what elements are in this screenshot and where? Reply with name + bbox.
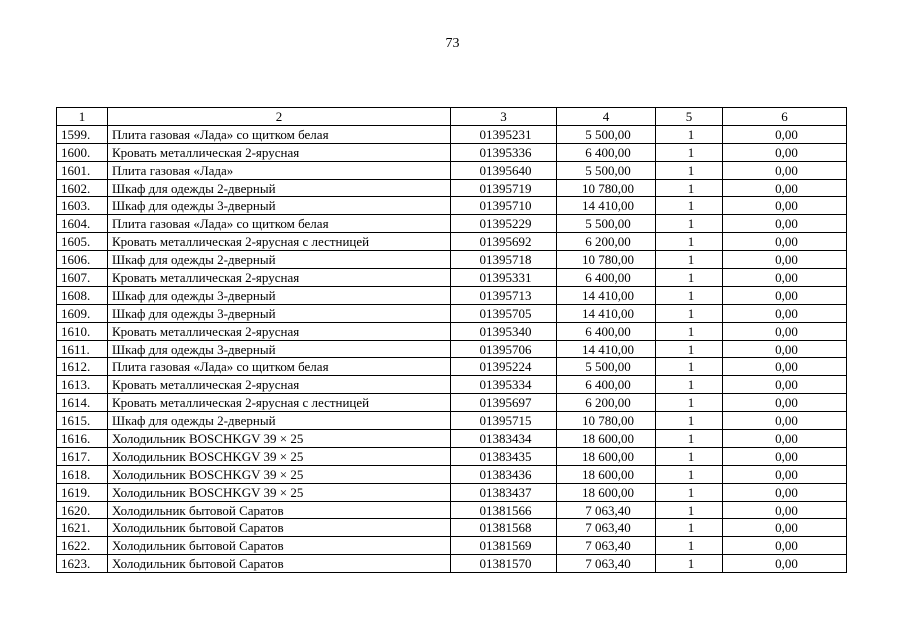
- inventory-code-cell: 01395640: [451, 161, 557, 179]
- inventory-code-cell: 01395719: [451, 179, 557, 197]
- table-row: [57, 430, 847, 448]
- residual-value-cell: 0,00: [723, 233, 847, 251]
- price-cell: 5 500,00: [557, 215, 656, 233]
- inventory-table: [56, 107, 847, 573]
- table-row: [57, 412, 847, 430]
- row-number-cell: 1607.: [57, 269, 108, 287]
- price-cell: 14 410,00: [557, 197, 656, 215]
- row-number-cell: 1617.: [57, 447, 108, 465]
- quantity-cell: 1: [656, 394, 723, 412]
- residual-value-cell: 0,00: [723, 376, 847, 394]
- row-number-cell: 1610.: [57, 322, 108, 340]
- item-name-cell: Шкаф для одежды 2-дверный: [108, 412, 451, 430]
- residual-value-cell: 0,00: [723, 197, 847, 215]
- column-header-price: 4: [557, 108, 656, 126]
- item-name-cell: Кровать металлическая 2-ярусная с лестницей: [108, 394, 451, 412]
- quantity-cell: 1: [656, 555, 723, 573]
- price-cell: 6 200,00: [557, 233, 656, 251]
- quantity-cell: 1: [656, 519, 723, 537]
- item-name-cell: Плита газовая «Лада» со щитком белая: [108, 215, 451, 233]
- table-row: [57, 304, 847, 322]
- quantity-cell: 1: [656, 251, 723, 269]
- residual-value-cell: 0,00: [723, 340, 847, 358]
- price-cell: 10 780,00: [557, 251, 656, 269]
- quantity-cell: 1: [656, 376, 723, 394]
- residual-value-cell: 0,00: [723, 358, 847, 376]
- price-cell: 7 063,40: [557, 537, 656, 555]
- row-number-cell: 1620.: [57, 501, 108, 519]
- price-cell: 18 600,00: [557, 465, 656, 483]
- residual-value-cell: 0,00: [723, 322, 847, 340]
- inventory-code-cell: 01395718: [451, 251, 557, 269]
- item-name-cell: Кровать металлическая 2-ярусная: [108, 269, 451, 287]
- item-name-cell: Холодильник бытовой Саратов: [108, 537, 451, 555]
- residual-value-cell: 0,00: [723, 269, 847, 287]
- table-row: [57, 340, 847, 358]
- residual-value-cell: 0,00: [723, 501, 847, 519]
- quantity-cell: 1: [656, 286, 723, 304]
- residual-value-cell: 0,00: [723, 519, 847, 537]
- quantity-cell: 1: [656, 412, 723, 430]
- price-cell: 14 410,00: [557, 304, 656, 322]
- item-name-cell: Холодильник BOSCHKGV 39 × 25: [108, 447, 451, 465]
- inventory-code-cell: 01395710: [451, 197, 557, 215]
- row-number-cell: 1618.: [57, 465, 108, 483]
- row-number-cell: 1606.: [57, 251, 108, 269]
- table-row: [57, 519, 847, 537]
- table-header: [57, 108, 847, 126]
- row-number-cell: 1609.: [57, 304, 108, 322]
- quantity-cell: 1: [656, 233, 723, 251]
- price-cell: 7 063,40: [557, 519, 656, 537]
- price-cell: 14 410,00: [557, 340, 656, 358]
- item-name-cell: Кровать металлическая 2-ярусная с лестницей: [108, 233, 451, 251]
- table-body: [57, 125, 847, 572]
- table-row: [57, 322, 847, 340]
- price-cell: 18 600,00: [557, 447, 656, 465]
- residual-value-cell: 0,00: [723, 447, 847, 465]
- table-row: [57, 376, 847, 394]
- price-cell: 6 200,00: [557, 394, 656, 412]
- row-number-cell: 1622.: [57, 537, 108, 555]
- table-row: [57, 125, 847, 143]
- table-row: [57, 501, 847, 519]
- inventory-code-cell: 01395706: [451, 340, 557, 358]
- column-header-name: 2: [108, 108, 451, 126]
- inventory-code-cell: 01383437: [451, 483, 557, 501]
- table-row: [57, 197, 847, 215]
- item-name-cell: Шкаф для одежды 3-дверный: [108, 197, 451, 215]
- residual-value-cell: 0,00: [723, 412, 847, 430]
- inventory-code-cell: 01395705: [451, 304, 557, 322]
- row-number-cell: 1603.: [57, 197, 108, 215]
- quantity-cell: 1: [656, 465, 723, 483]
- row-number-cell: 1605.: [57, 233, 108, 251]
- row-number-cell: 1619.: [57, 483, 108, 501]
- item-name-cell: Кровать металлическая 2-ярусная: [108, 376, 451, 394]
- quantity-cell: 1: [656, 340, 723, 358]
- header-row: [57, 108, 847, 126]
- price-cell: 5 500,00: [557, 125, 656, 143]
- inventory-code-cell: 01395231: [451, 125, 557, 143]
- quantity-cell: 1: [656, 430, 723, 448]
- column-header-code: 3: [451, 108, 557, 126]
- item-name-cell: Холодильник бытовой Саратов: [108, 555, 451, 573]
- row-number-cell: 1604.: [57, 215, 108, 233]
- row-number-cell: 1611.: [57, 340, 108, 358]
- table-row: [57, 447, 847, 465]
- residual-value-cell: 0,00: [723, 304, 847, 322]
- table-row: [57, 251, 847, 269]
- inventory-code-cell: 01395336: [451, 143, 557, 161]
- quantity-cell: 1: [656, 179, 723, 197]
- table-row: [57, 161, 847, 179]
- inventory-code-cell: 01395697: [451, 394, 557, 412]
- row-number-cell: 1602.: [57, 179, 108, 197]
- item-name-cell: Плита газовая «Лада» со щитком белая: [108, 358, 451, 376]
- quantity-cell: 1: [656, 501, 723, 519]
- table-row: [57, 555, 847, 573]
- quantity-cell: 1: [656, 143, 723, 161]
- residual-value-cell: 0,00: [723, 251, 847, 269]
- quantity-cell: 1: [656, 358, 723, 376]
- inventory-code-cell: 01381570: [451, 555, 557, 573]
- table-row: [57, 269, 847, 287]
- item-name-cell: Холодильник BOSCHKGV 39 × 25: [108, 465, 451, 483]
- item-name-cell: Шкаф для одежды 3-дверный: [108, 286, 451, 304]
- quantity-cell: 1: [656, 125, 723, 143]
- quantity-cell: 1: [656, 483, 723, 501]
- residual-value-cell: 0,00: [723, 555, 847, 573]
- quantity-cell: 1: [656, 447, 723, 465]
- item-name-cell: Плита газовая «Лада» со щитком белая: [108, 125, 451, 143]
- price-cell: 18 600,00: [557, 483, 656, 501]
- price-cell: 10 780,00: [557, 412, 656, 430]
- inventory-code-cell: 01395224: [451, 358, 557, 376]
- table-row: [57, 394, 847, 412]
- item-name-cell: Холодильник BOSCHKGV 39 × 25: [108, 430, 451, 448]
- row-number-cell: 1615.: [57, 412, 108, 430]
- row-number-cell: 1601.: [57, 161, 108, 179]
- table-row: [57, 483, 847, 501]
- residual-value-cell: 0,00: [723, 161, 847, 179]
- item-name-cell: Холодильник BOSCHKGV 39 × 25: [108, 483, 451, 501]
- price-cell: 18 600,00: [557, 430, 656, 448]
- row-number-cell: 1614.: [57, 394, 108, 412]
- inventory-code-cell: 01395340: [451, 322, 557, 340]
- residual-value-cell: 0,00: [723, 143, 847, 161]
- table-row: [57, 286, 847, 304]
- inventory-code-cell: 01395331: [451, 269, 557, 287]
- table-row: [57, 233, 847, 251]
- row-number-cell: 1608.: [57, 286, 108, 304]
- price-cell: 6 400,00: [557, 376, 656, 394]
- inventory-code-cell: 01381568: [451, 519, 557, 537]
- residual-value-cell: 0,00: [723, 179, 847, 197]
- price-cell: 14 410,00: [557, 286, 656, 304]
- residual-value-cell: 0,00: [723, 483, 847, 501]
- column-header-number: 1: [57, 108, 108, 126]
- residual-value-cell: 0,00: [723, 286, 847, 304]
- column-header-value: 6: [723, 108, 847, 126]
- residual-value-cell: 0,00: [723, 465, 847, 483]
- quantity-cell: 1: [656, 215, 723, 233]
- row-number-cell: 1613.: [57, 376, 108, 394]
- item-name-cell: Шкаф для одежды 3-дверный: [108, 304, 451, 322]
- residual-value-cell: 0,00: [723, 430, 847, 448]
- inventory-code-cell: 01381569: [451, 537, 557, 555]
- residual-value-cell: 0,00: [723, 215, 847, 233]
- inventory-code-cell: 01395715: [451, 412, 557, 430]
- quantity-cell: 1: [656, 322, 723, 340]
- price-cell: 6 400,00: [557, 143, 656, 161]
- row-number-cell: 1612.: [57, 358, 108, 376]
- inventory-code-cell: 01395229: [451, 215, 557, 233]
- residual-value-cell: 0,00: [723, 537, 847, 555]
- item-name-cell: Шкаф для одежды 2-дверный: [108, 251, 451, 269]
- inventory-code-cell: 01395334: [451, 376, 557, 394]
- quantity-cell: 1: [656, 304, 723, 322]
- item-name-cell: Шкаф для одежды 2-дверный: [108, 179, 451, 197]
- price-cell: 7 063,40: [557, 501, 656, 519]
- table-row: [57, 465, 847, 483]
- inventory-code-cell: 01383436: [451, 465, 557, 483]
- item-name-cell: Шкаф для одежды 3-дверный: [108, 340, 451, 358]
- row-number-cell: 1600.: [57, 143, 108, 161]
- residual-value-cell: 0,00: [723, 125, 847, 143]
- table-row: [57, 537, 847, 555]
- table-row: [57, 179, 847, 197]
- price-cell: 5 500,00: [557, 161, 656, 179]
- price-cell: 6 400,00: [557, 322, 656, 340]
- inventory-code-cell: 01383435: [451, 447, 557, 465]
- row-number-cell: 1623.: [57, 555, 108, 573]
- inventory-code-cell: 01395692: [451, 233, 557, 251]
- quantity-cell: 1: [656, 269, 723, 287]
- row-number-cell: 1616.: [57, 430, 108, 448]
- residual-value-cell: 0,00: [723, 394, 847, 412]
- column-header-quantity: 5: [656, 108, 723, 126]
- item-name-cell: Плита газовая «Лада»: [108, 161, 451, 179]
- inventory-code-cell: 01395713: [451, 286, 557, 304]
- row-number-cell: 1599.: [57, 125, 108, 143]
- quantity-cell: 1: [656, 537, 723, 555]
- table-row: [57, 215, 847, 233]
- price-cell: 7 063,40: [557, 555, 656, 573]
- quantity-cell: 1: [656, 161, 723, 179]
- price-cell: 5 500,00: [557, 358, 656, 376]
- table-row: [57, 358, 847, 376]
- price-cell: 10 780,00: [557, 179, 656, 197]
- inventory-code-cell: 01383434: [451, 430, 557, 448]
- price-cell: 6 400,00: [557, 269, 656, 287]
- inventory-code-cell: 01381566: [451, 501, 557, 519]
- item-name-cell: Кровать металлическая 2-ярусная: [108, 322, 451, 340]
- item-name-cell: Холодильник бытовой Саратов: [108, 519, 451, 537]
- row-number-cell: 1621.: [57, 519, 108, 537]
- item-name-cell: Холодильник бытовой Саратов: [108, 501, 451, 519]
- quantity-cell: 1: [656, 197, 723, 215]
- page-number: 73: [445, 36, 460, 51]
- table-row: [57, 143, 847, 161]
- item-name-cell: Кровать металлическая 2-ярусная: [108, 143, 451, 161]
